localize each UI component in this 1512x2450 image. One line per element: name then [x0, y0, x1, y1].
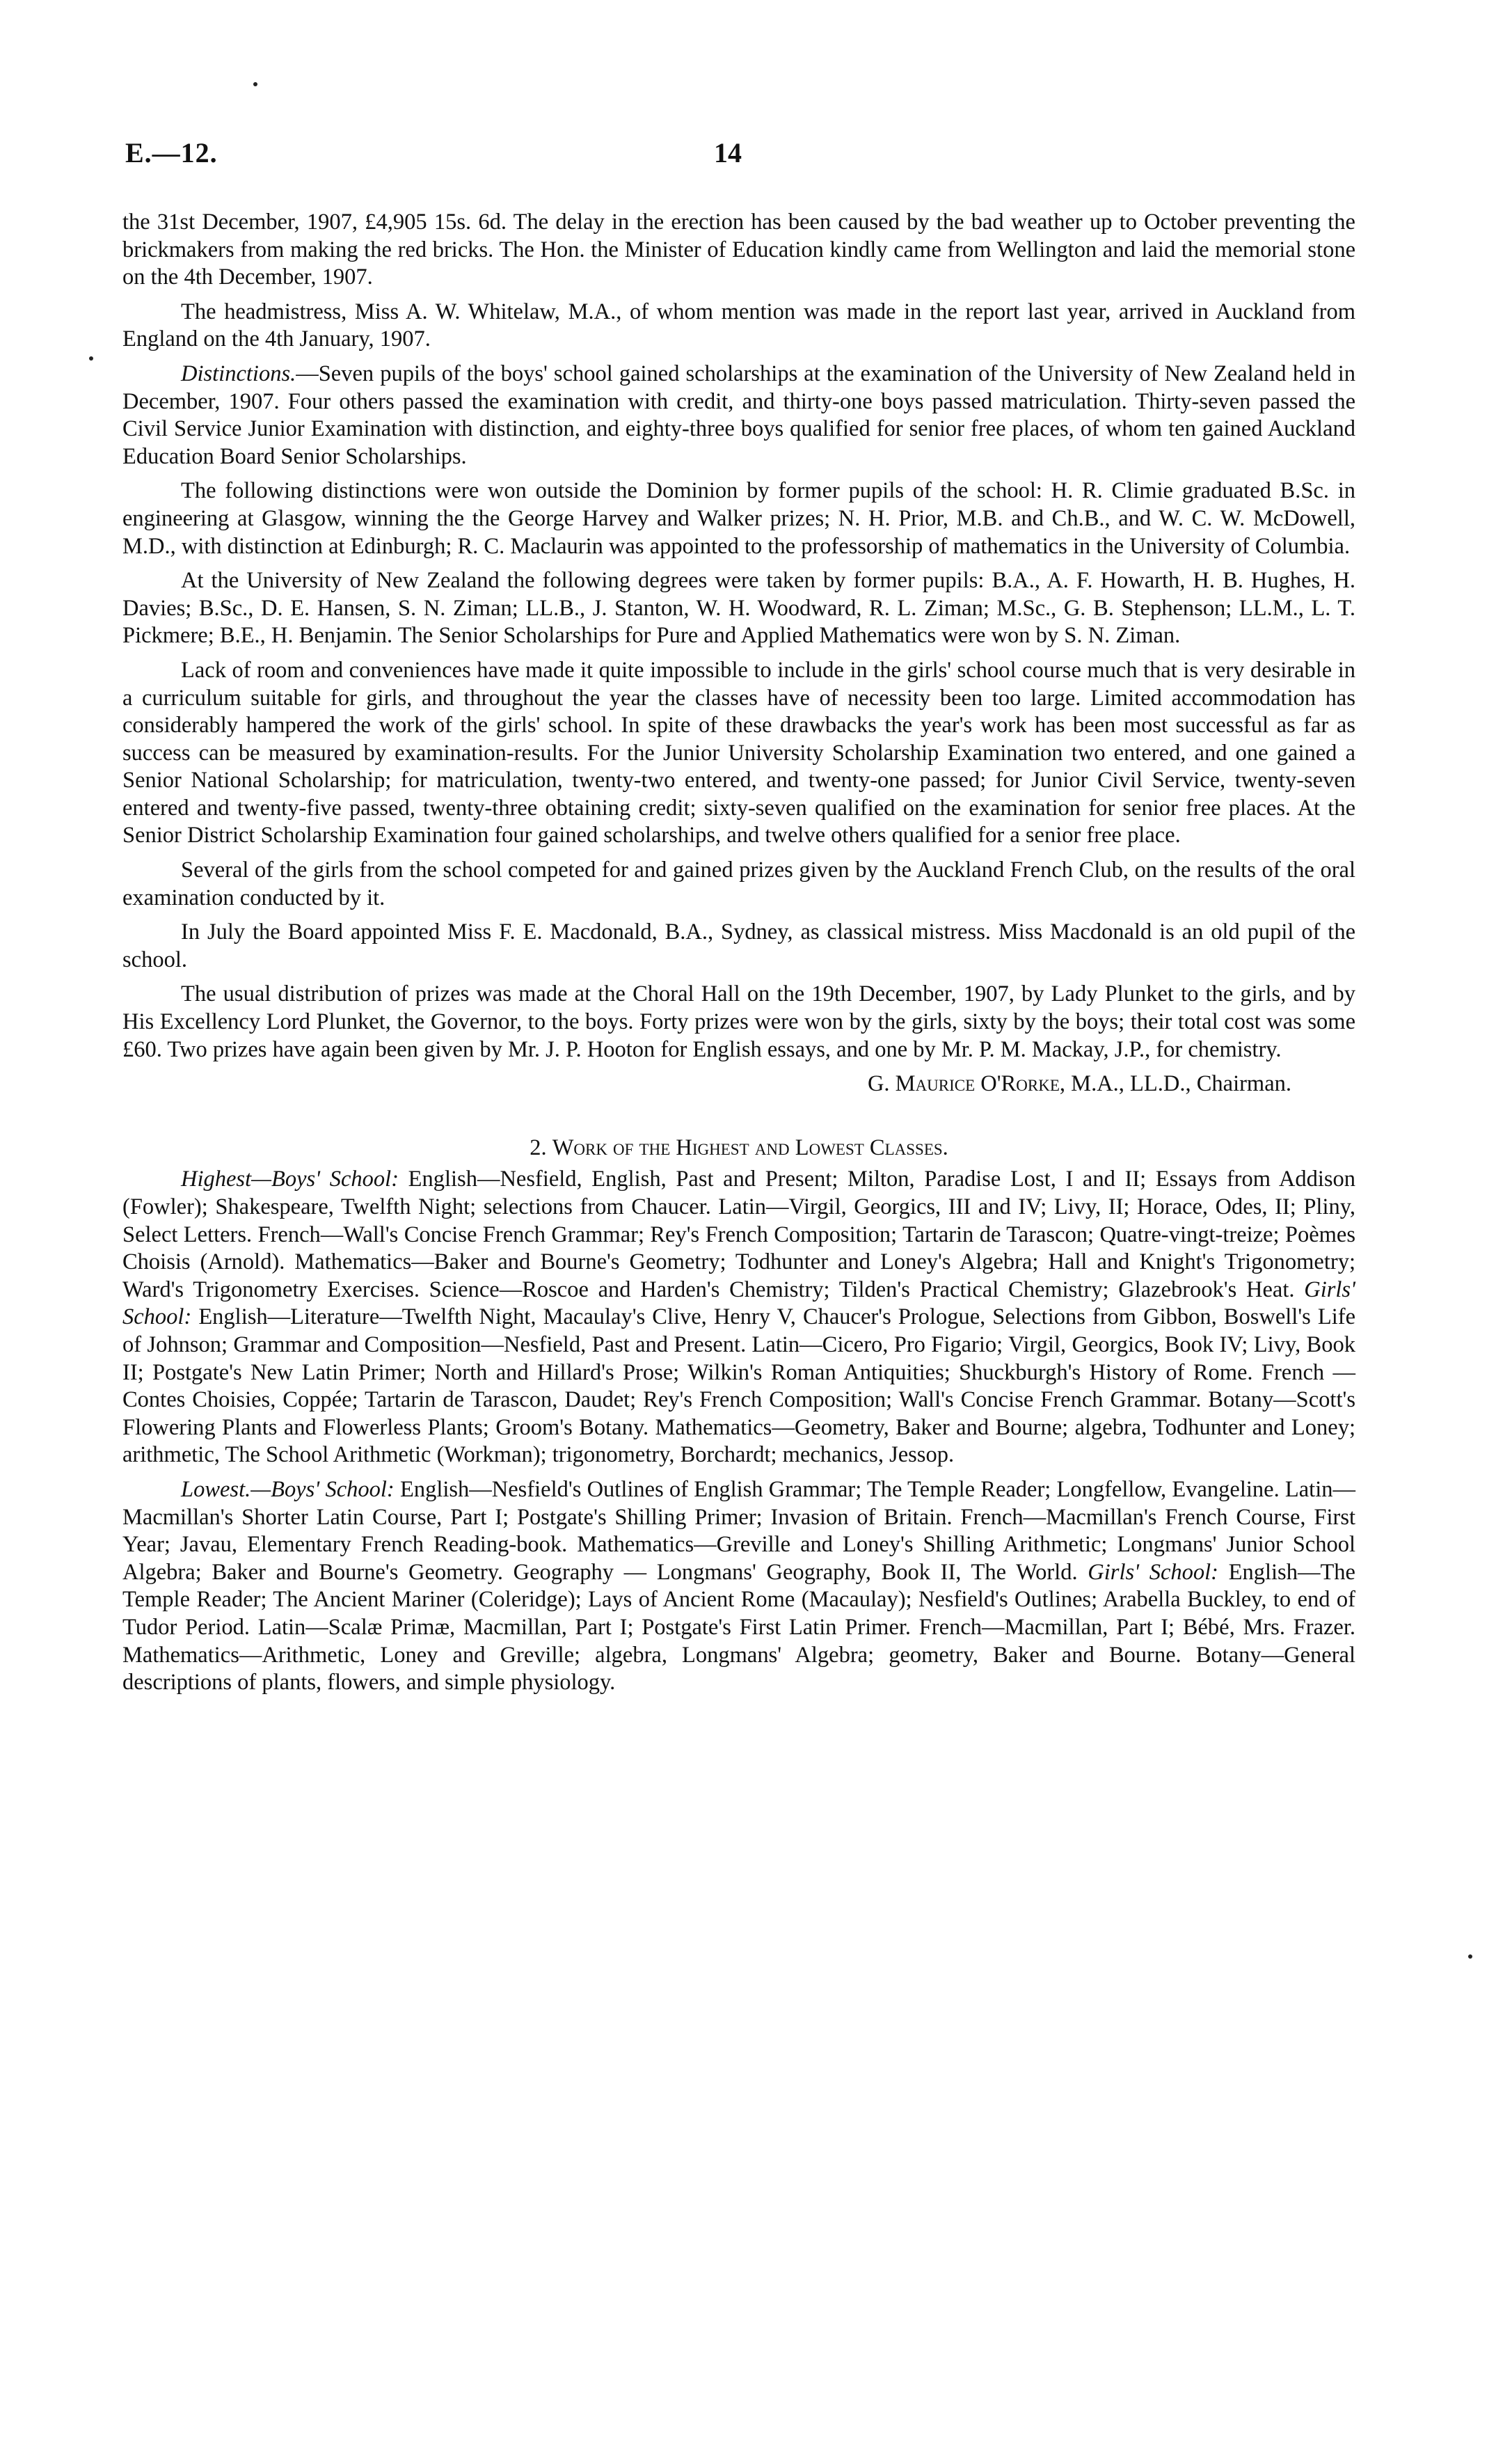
distinctions-text: —Seven pupils of the boys' school gained scholarships at the examination of the University of New Zealand held in December, 1907. Four others passed the examination with credit, and thirty-one boys passed matriculation. Thirty-seven passed the Civil Service Junior Examination with distinction, and eighty-three boys qualified for senior free places, of whom ten gained Auckland Education Board Senior Scholarships. [122, 361, 1355, 469]
section-heading [122, 1135, 1355, 1162]
lowest-boys-label: Lowest.—Boys' School: [181, 1476, 395, 1502]
signature-initial: G. [867, 1071, 896, 1097]
signature-suffix: , M.A., LL.D., Chairman. [1059, 1071, 1291, 1097]
paragraph-headmistress: The headmistress, Miss A. W. Whitelaw, M.A., of whom mention was made in the report last year, arrived in Auckland from England on the 4th January, 1907. [122, 299, 1355, 352]
paragraph-girls-school: Lack of room and conveniences have made it quite impossible to include in the girls' school course much that is very desirable in a curriculum suitable for girls, and throughout the year the classes have of necessity been too large. Limited accommodation has considerably hampered the work of the girls' school. In spite of these drawbacks the year's work has been most successful as far as success can be measured by examination-results. For the Junior University Scholarship Examination two entered, and one gained a Senior National Scholarship; for matriculation, twenty-two entered, and twenty-one passed; for Junior Civil Service, twenty-seven entered and twenty-five passed, twenty-three obtaining credit; sixty-seven qualified on the examination for senior free places. At the Senior District Scholarship Examination four gained scholarships, and twelve others qualified for a senior free place. [122, 657, 1355, 848]
document-reference: E.—12. [125, 137, 218, 168]
body-text [122, 209, 1355, 1704]
section-number: 2. [530, 1135, 552, 1160]
paragraph-outside-dominion: The following distinctions were won outside the Dominion by former pupils of the school: H. R. Climie graduated B.Sc. in engineering at Glasgow, winning the the George Harvey and Walker prizes; N. H. Prior, M.B. and Ch.B., and W. C. W. McDowell, M.D., with distinction at Edinburgh; R. C. Maclaurin was appointed to the professorship of mathematics in the University of Columbia. [122, 478, 1355, 559]
paragraph-french-club: Several of the girls from the school competed for and gained prizes given by the Auckland French Club, on the results of the oral examination conducted by it. [122, 858, 1355, 910]
paragraph-degrees: At the University of New Zealand the following degrees were taken by former pupils: B.A., A. F. Howarth, H. B. Hughes, H. Davies; B.Sc., D. E. Hansen, S. N. Ziman; LL.B., J. Stanton, W. H. Woodward, R. L. Ziman; M.Sc., G. B. Stephenson; LL.M., L. T. Pickmere; B.E., H. Benjamin. The Senior Scholarships for Pure and Applied Mathematics were won by S. N. Ziman. [122, 568, 1355, 649]
margin-mark-left [89, 356, 93, 361]
signature-name: Maurice O'Rorke [895, 1071, 1060, 1097]
paragraph-prizes: The usual distribution of prizes was made at the Choral Hall on the 19th December, 1907, by Lady Plunket to the girls, and by His Excellency Lord Plunket, the Governor, to the boys. Forty prizes were won by the girls, sixty by the boys; their total cost was some £60. Two prizes have again been given by Mr. J. P. Hooton for English essays, and one by Mr. P. M. Mackay, J.P., for chemistry. [122, 981, 1355, 1062]
lowest-girls-text: English—The Temple Reader; The Ancient Mariner (Coleridge); Lays of Ancient Rome (Macaulay); Nesfield's Outlines; Arabella Buckley, to end of Tudor Period. Latin—Scalæ Primæ, Macmillan, Part I; Postgate's First Latin Primer. French—Macmillan, Part I; Bébé, Mrs. Frazer. Mathematics—Arithmetic, Loney and Greville; algebra, Longmans' Algebra; geometry, Baker and Bourne. Botany—General descriptions of plants, flowers, and simple physiology. [122, 1559, 1355, 1696]
highest-girls-text: English—Literature—Twelfth Night, Macaulay's Clive, Henry V, Chaucer's Prologue, Selections from Gibbon, Boswell's Life of Johnson; Grammar and Composition—Nesfield, Past and Present. Latin—Cicero, Pro Figario; Virgil, Georgics, Book IV; Livy, Book II; Postgate's New Latin Primer; North and Hillard's Prose; Wilkin's Roman Antiquities; Shuckburgh's History of Rome. French — Contes Choisies, Coppée; Tartarin de Tarascon, Daudet; Rey's French Composition; Wall's Concise French Grammar. Botany—Scott's Flowering Plants and Flowerless Plants; Groom's Botany. Mathematics—Geometry, Baker and Bourne; algebra, Todhunter and Loney; arithmetic, The School Arithmetic (Workman); trigonometry, Borchardt; mechanics, Jessop. [122, 1304, 1355, 1468]
section-title: Work of the Highest and Lowest Classes. [552, 1135, 948, 1160]
lowest-boys-text: English—Nesfield's Outlines of English Grammar; The Temple Reader; Longfellow, Evangeline. Latin—Macmillan's Shorter Latin Course, Part I; Postgate's Shilling Primer; Invasion of Britain. French—Macmillan's French Course, First Year; Javau, Elementary French Reading-book. Mathematics—Greville and Loney's Shilling Arithmetic; Longmans' Junior School Algebra; Baker and Bourne's Geometry. Geography — Longmans' Geography, Book II, The World. [122, 1476, 1355, 1585]
signature-line [122, 1070, 1355, 1098]
paragraph-distinctions [122, 361, 1355, 471]
distinctions-heading: Distinctions. [181, 361, 296, 386]
highest-boys-label: Highest—Boys' School: [181, 1167, 399, 1192]
paragraph-classical-mistress: In July the Board appointed Miss F. E. Macdonald, B.A., Sydney, as classical mistress. Miss Macdonald is an old pupil of the school. [122, 919, 1355, 972]
page-number: 14 [714, 137, 742, 168]
paragraph-building-delay: the 31st December, 1907, £4,905 15s. 6d. The delay in the erection has been caused by the bad weather up to October preventing the brickmakers from making the red bricks. The Hon. the Minister of Education kindly came from Wellington and laid the memorial stone on the 4th December, 1907. [122, 210, 1355, 290]
paragraph-highest-classes [122, 1166, 1355, 1469]
margin-mark-right [1468, 1954, 1472, 1959]
paragraph-lowest-classes [122, 1476, 1355, 1697]
margin-mark-top [253, 82, 257, 86]
page-header [125, 136, 1350, 178]
lowest-girls-label: Girls' School: [1088, 1559, 1218, 1585]
highest-girls-label: Girls' School: [122, 1277, 1355, 1330]
highest-boys-text: English—Nesfield, English, Past and Present; Milton, Paradise Lost, I and II; Essays from Addison (Fowler); Shakespeare, Twelfth Night; selections from Chaucer. Latin—Virgil, Georgics, III and IV; Livy, II; Horace, Odes, II; Pliny, Select Letters. French—Wall's Concise French Grammar; Rey's French Composition; Tartarin de Tarascon; Quatre-vingt-treize; Poèmes Choisis (Arnold). Mathematics—Baker and Bourne's Geometry; Todhunter and Loney's Algebra; Hall and Knight's Trigonometry; Ward's Trigonometry Exercises. Science—Roscoe and Harden's Chemistry; Tilden's Practical Chemistry; Glazebrook's Heat. [122, 1167, 1355, 1302]
